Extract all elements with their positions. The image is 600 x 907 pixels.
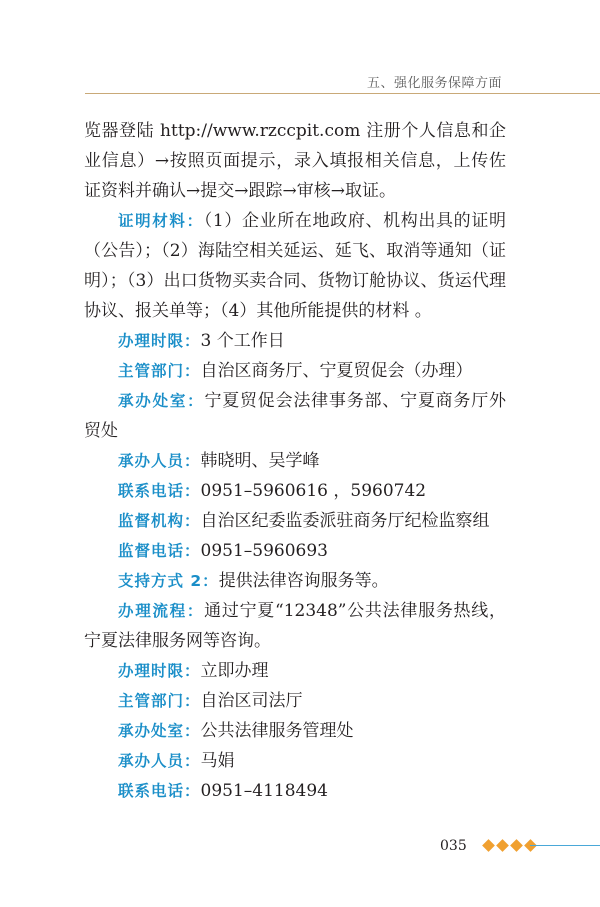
page-number: 035 — [440, 838, 467, 854]
item-text: 自治区司法厅 — [200, 691, 303, 711]
diamond-icon — [496, 839, 509, 852]
item-proof-materials — [84, 206, 506, 326]
page-footer — [0, 830, 600, 860]
item-office — [84, 386, 506, 446]
item-text: 马娟 — [200, 751, 235, 771]
item-text: 通过宁夏“12348”公共法律服务热线，宁夏法律服务网等咨询。 — [84, 601, 506, 651]
item-label: 办理时限： — [118, 332, 201, 350]
item-phone — [84, 476, 506, 506]
item-text: 3 个工作日 — [200, 331, 285, 351]
item-label: 联系电话： — [118, 782, 201, 800]
item-label: 办理时限： — [118, 662, 201, 680]
item-label: 监督机构： — [118, 512, 201, 530]
intro-paragraph: 览器登陆 http://www.rzccpit.com 注册个人信息和企业信息）→按照页面提示，录入填报相关信息，上传佐证资料并确认→提交→跟踪→审核→取证。 — [84, 121, 506, 201]
item-supervisor-phone — [84, 536, 506, 566]
item-label: 监督电话： — [118, 542, 201, 560]
section-title: 五、强化服务保障方面 — [366, 76, 502, 91]
item-supervisor — [84, 506, 506, 536]
item-text: 宁夏贸促会法律事务部、宁夏商务厅外贸处 — [84, 391, 506, 441]
footer-rule — [530, 845, 600, 846]
item-label: 支持方式 2： — [118, 572, 219, 590]
item-text: 自治区纪委监委派驻商务厅纪检监察组 — [200, 511, 490, 531]
diamond-icon — [482, 839, 495, 852]
diamond-icon — [510, 839, 523, 852]
item-label: 承办处室： — [118, 722, 201, 740]
item-text: 提供法律咨询服务等。 — [218, 571, 389, 591]
item-support-method — [84, 566, 506, 596]
diamond-ornament-icon — [481, 839, 537, 853]
item-staff-2 — [84, 746, 506, 776]
item-time-limit — [84, 326, 506, 356]
item-label: 承办人员： — [118, 452, 201, 470]
header-rule — [85, 93, 600, 94]
item-text: 韩晓明、吴学峰 — [200, 451, 320, 471]
item-time-limit-2 — [84, 656, 506, 686]
item-text: 自治区商务厅、宁夏贸促会（办理） — [200, 361, 473, 381]
item-text: 立即办理 — [200, 661, 269, 681]
item-label: 办理流程： — [118, 602, 205, 620]
item-text: 公共法律服务管理处 — [200, 721, 354, 741]
item-label: 主管部门： — [118, 692, 201, 710]
item-text: 0951–4118494 — [200, 781, 328, 801]
item-process — [84, 596, 506, 656]
item-text: （1）企业所在地政府、机构出具的证明（公告）；（2）海陆空相关延运、延飞、取消等通知（证明）；（3）出口货物买卖合同、货物订舱协议、货运代理协议、报关单等；（4）其他所能提供的材料 。 — [84, 211, 506, 321]
item-text: 0951–5960616 ，5960742 — [200, 481, 427, 501]
page-content — [84, 116, 506, 806]
item-label: 联系电话： — [118, 482, 201, 500]
item-label: 承办处室： — [118, 392, 205, 410]
item-department-2 — [84, 686, 506, 716]
item-label: 证明材料： — [118, 212, 204, 230]
item-department — [84, 356, 506, 386]
item-phone-2 — [84, 776, 506, 806]
item-label: 主管部门： — [118, 362, 201, 380]
item-office-2 — [84, 716, 506, 746]
item-label: 承办人员： — [118, 752, 201, 770]
item-staff — [84, 446, 506, 476]
item-text: 0951–5960693 — [200, 541, 328, 561]
